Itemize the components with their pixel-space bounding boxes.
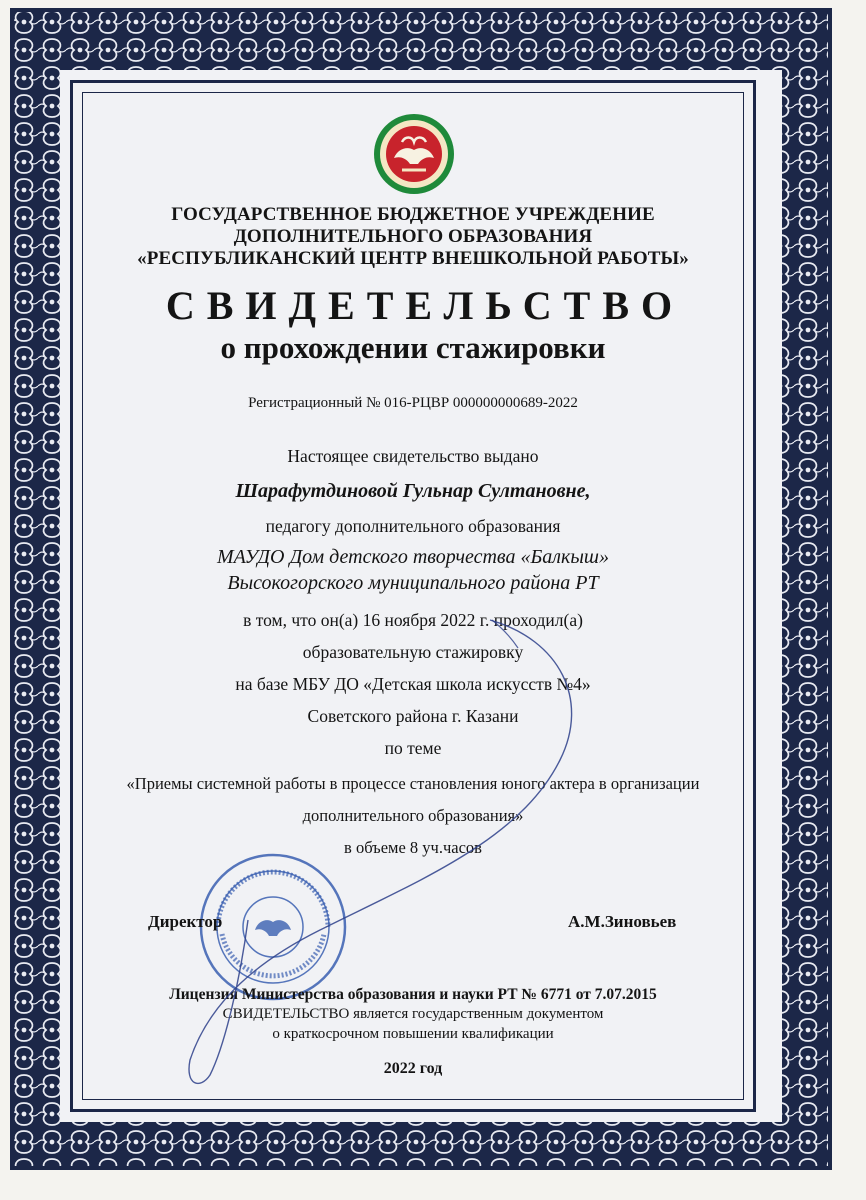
topic-line-2: дополнительного образования»	[302, 806, 524, 825]
base-line-2: Советского района г. Казани	[307, 706, 519, 726]
internship-type: образовательную стажировку	[302, 642, 524, 662]
base-line-1: на базе МБУ ДО «Детская школа искусств №4»	[235, 674, 591, 694]
org-name-line-3: «РЕСПУБЛИКАНСКИЙ ЦЕНТР ВНЕШКОЛЬНОЙ РАБОТЫ»	[137, 248, 689, 269]
certificate-subtitle: о прохождении стажировки	[220, 330, 606, 365]
document-status-line-1: СВИДЕТЕЛЬСТВО является государственным документом	[222, 1006, 604, 1022]
recipient-position: педагогу дополнительного образования	[265, 516, 561, 536]
org-name-line-2: ДОПОЛНИТЕЛЬНОГО ОБРАЗОВАНИЯ	[233, 226, 593, 247]
date-line: в том, что он(а) 16 ноября 2022 г. проходил(а)	[243, 610, 583, 630]
issued-to-label: Настоящее свидетельство выдано	[287, 446, 539, 466]
director-label: Директор	[148, 912, 223, 931]
certificate-year: 2022 год	[383, 1060, 443, 1077]
hours-volume: в объеме 8 уч.часов	[344, 838, 482, 857]
institution-line-1: МАУДО Дом детского творчества «Балкыш»	[217, 546, 609, 568]
tatarstan-emblem-icon	[372, 112, 456, 196]
topic-line-1: «Приемы системной работы в процессе становления юного актера в организации	[126, 774, 700, 793]
certificate-content	[90, 100, 736, 1100]
license-info: Лицензия Министерства образования и науки РТ № 6771 от 7.07.2015	[169, 986, 657, 1003]
certificate-title: СВИДЕТЕЛЬСТВО	[165, 283, 685, 328]
recipient-name: Шарафутдиновой Гульнар Султановне,	[235, 480, 591, 502]
director-name: А.М.Зиновьев	[568, 912, 677, 931]
document-status-line-2: о краткосрочном повышении квалификации	[272, 1026, 554, 1042]
org-name-line-1: ГОСУДАРСТВЕННОЕ БЮДЖЕТНОЕ УЧРЕЖДЕНИЕ	[171, 204, 655, 225]
institution-line-2: Высокогорского муниципального района РТ	[227, 572, 599, 594]
registration-number: Регистрационный № 016-РЦВР 000000000689-2022	[248, 395, 578, 411]
topic-label: по теме	[384, 738, 442, 758]
